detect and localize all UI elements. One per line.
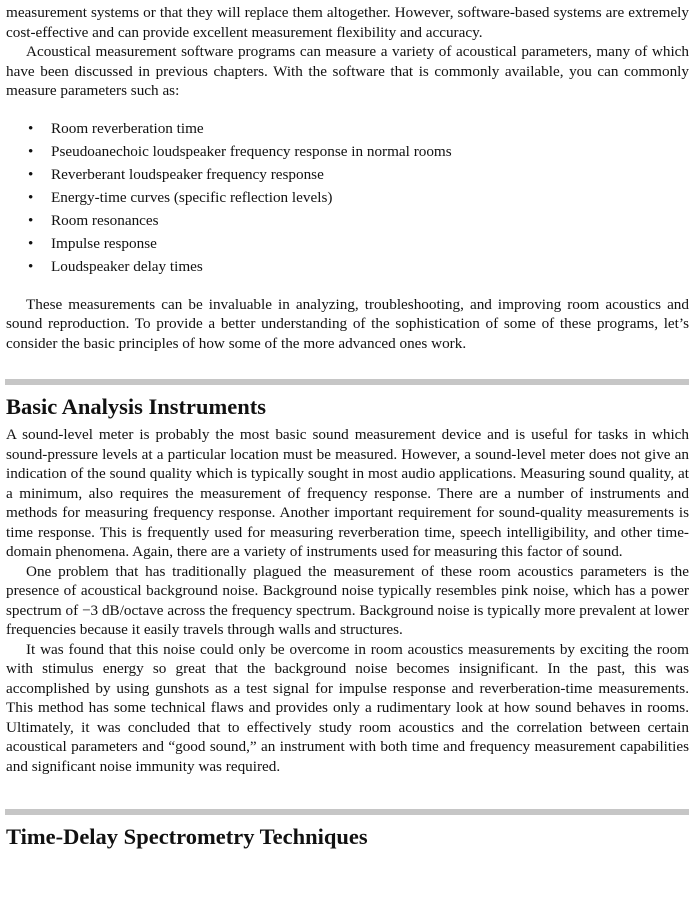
list-item (28, 117, 689, 140)
bullet-icon: • (28, 257, 34, 275)
list-item (28, 255, 689, 278)
list-item-text: Room resonances (51, 211, 159, 229)
measurement-parameters-list (6, 117, 689, 278)
list-item (28, 209, 689, 232)
section1-paragraph-3: It was found that this noise could only be overcome in room acoustics measurements by exciting the room with stimulus energy so great that the background noise becomes insignificant. In the past, this was accomplished by using gunshots as a test signal for impulse response and reverberation-time measurements. This method has some technical flaws and provides only a rudimentary look at how sound behaves in rooms. Ultimately, it was concluded that to effectively study room acoustics and the correlation between certain acoustical parameters and “good sound,” an instrument with both time and frequency measurement capabilities and significant noise immunity was required. (6, 640, 689, 775)
section-heading-basic-analysis: Basic Analysis Instruments (6, 394, 267, 419)
section1-paragraph-2: One problem that has traditionally plagued the measurement of these room acoustics parameters is the presence of acoustical background noise. Background noise typically resembles pink noise, which has a power spectrum of −3 dB/octave across the frequency spectrum. Background noise is typically more prevalent at lower frequencies because it easily travels through walls and structures. (6, 562, 689, 638)
section1-paragraph-1: A sound-level meter is probably the most basic sound measurement device and is useful for tasks in which sound-pressure levels at a particular location must be measured. However, a sound-level meter does not give an indication of the sound quality which is typically sought in most audio applications. Measuring sound quality, at a minimum, also requires the measurement of frequency response. There are a number of instruments and methods for measuring frequency response. Another important requirement for sound-quality measurements is time response. This is frequently used for measuring reverberation time, speech intelligibility, and other time-domain phenomena. Again, there are a variety of instruments used for measuring this factor of sound. (6, 426, 689, 560)
intro-paragraph-2: Acoustical measurement software programs can measure a variety of acoustical parameters, many of which have been discussed in previous chapters. With the software that is commonly available, you can commonly measure parameters such as: (6, 43, 689, 99)
section-heading-time-delay: Time-Delay Spectrometry Techniques (6, 824, 368, 849)
bullet-icon: • (28, 211, 34, 229)
list-item (28, 140, 689, 163)
section-divider (5, 379, 689, 385)
intro-paragraph-1: measurement systems or that they will replace them altogether. However, software-based systems are extremely cost-effective and can provide excellent measurement flexibility and accuracy. (6, 4, 689, 41)
bullet-icon: • (28, 234, 34, 252)
bullet-icon: • (28, 188, 34, 206)
bullet-icon: • (28, 119, 34, 137)
document-page (6, 3, 689, 855)
list-item (28, 163, 689, 186)
section-divider (5, 809, 689, 815)
list-item (28, 186, 689, 209)
list-item-text: Impulse response (51, 234, 157, 252)
bullet-icon: • (28, 142, 34, 160)
list-item-text: Reverberant loudspeaker frequency response (51, 165, 324, 183)
list-item (28, 232, 689, 255)
after-list-paragraph: These measurements can be invaluable in analyzing, troubleshooting, and improving room acoustics and sound reproduction. To provide a better understanding of the sophistication of some of these programs, let’s consider the basic principles of how some of the more advanced ones work. (6, 295, 689, 352)
list-item-text: Pseudoanechoic loudspeaker frequency response in normal rooms (51, 142, 452, 160)
bullet-icon: • (28, 165, 34, 183)
list-item-text: Room reverberation time (51, 119, 204, 137)
list-item-text: Energy-time curves (specific reflection levels) (51, 188, 333, 206)
list-item-text: Loudspeaker delay times (51, 257, 203, 275)
